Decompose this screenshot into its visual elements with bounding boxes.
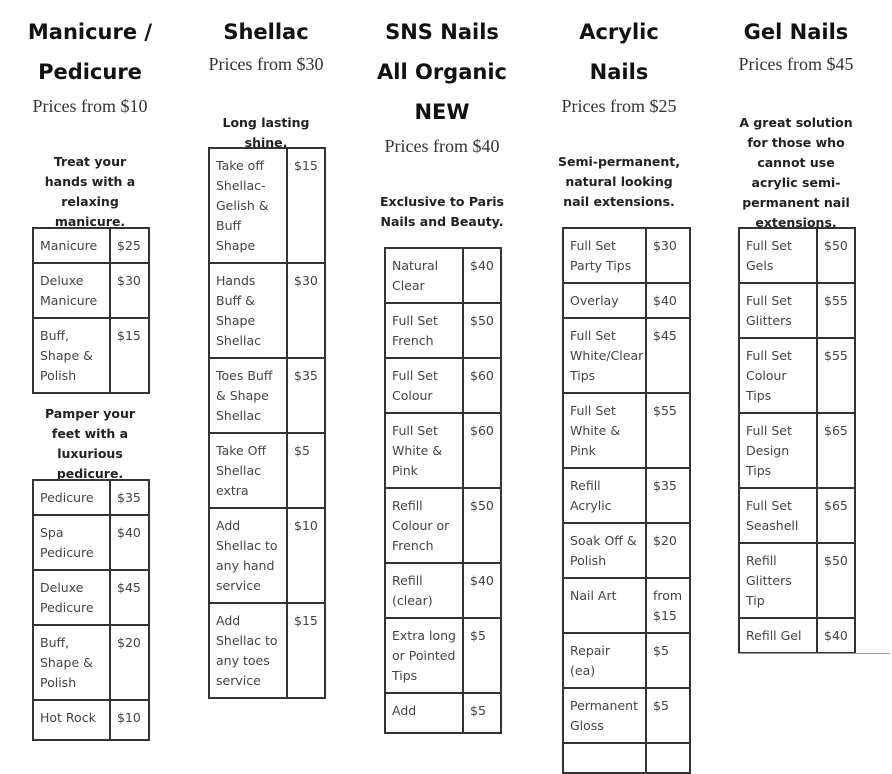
table-row — [33, 625, 149, 700]
service-price: $35 — [287, 358, 325, 433]
service-price: $40 — [463, 563, 501, 618]
section-description: Pamper your feet with a luxurious pedicure. — [44, 406, 136, 481]
table-row — [385, 693, 501, 733]
table-row — [33, 263, 149, 318]
service-name: Take Off Shellac extra — [209, 433, 287, 508]
table-row — [209, 358, 325, 433]
service-name: Spa Pedicure — [33, 515, 110, 570]
table-row — [209, 148, 325, 263]
table-row — [33, 318, 149, 393]
service-name: Refill Glitters Tip — [739, 543, 817, 618]
table-row — [385, 248, 501, 303]
service-name: Buff, Shape & Polish — [33, 625, 110, 700]
service-price: $5 — [463, 693, 501, 733]
service-name: Permanent Gloss — [563, 688, 646, 743]
service-name: Hot Rock — [33, 700, 110, 740]
table-row — [209, 508, 325, 603]
service-price: $50 — [817, 543, 855, 618]
service-price: $15 — [110, 318, 149, 393]
table-row — [739, 618, 855, 653]
service-name: Full Set Seashell — [739, 488, 817, 543]
service-price: $30 — [110, 263, 149, 318]
service-name: Full Set Colour — [385, 358, 463, 413]
table-row — [33, 515, 149, 570]
service-name: Add — [385, 693, 463, 733]
table-row — [209, 603, 325, 698]
service-name: Nail Art — [563, 578, 646, 633]
service-name: Overlay — [563, 283, 646, 318]
table-row — [563, 743, 690, 773]
service-price: $5 — [646, 633, 690, 688]
service-price: $60 — [463, 358, 501, 413]
service-price — [646, 743, 690, 773]
table-row — [209, 433, 325, 508]
section-description: Long lasting shine. — [222, 115, 310, 150]
service-name: Deluxe Pedicure — [33, 570, 110, 625]
price-from: Prices from $25 — [561, 96, 677, 116]
table-row — [385, 413, 501, 488]
service-price: $65 — [817, 488, 855, 543]
service-name: Soak Off & Polish — [563, 523, 646, 578]
table-row — [385, 358, 501, 413]
table-row — [385, 303, 501, 358]
service-name: Refill Acrylic — [563, 468, 646, 523]
service-name: Take off Shellac-Gelish & Buff Shape — [209, 148, 287, 263]
service-price: $55 — [646, 393, 690, 468]
table-row — [739, 543, 855, 618]
service-price: $15 — [287, 603, 325, 698]
price-table — [562, 227, 691, 774]
section-description: Treat your hands with a relaxing manicure. — [44, 154, 136, 229]
price-table — [738, 227, 856, 654]
service-name: Full Set White & Pink — [385, 413, 463, 488]
table-row — [33, 570, 149, 625]
service-name: Extra long or Pointed Tips — [385, 618, 463, 693]
service-name: Full Set White & Pink — [563, 393, 646, 468]
column-title: All Organic — [377, 60, 507, 84]
service-price: $25 — [110, 228, 149, 263]
table-row — [739, 413, 855, 488]
price-from: Prices from $40 — [384, 136, 500, 156]
service-price: $50 — [817, 228, 855, 283]
price-from: Prices from $10 — [32, 96, 148, 116]
price-from: Prices from $45 — [738, 54, 854, 74]
price-table — [32, 479, 150, 741]
service-name: Refill (clear) — [385, 563, 463, 618]
service-price: $35 — [646, 468, 690, 523]
column-title: NEW — [414, 100, 470, 124]
service-name: Repair (ea) — [563, 633, 646, 688]
service-name: Hands Buff & Shape Shellac — [209, 263, 287, 358]
service-price: $5 — [287, 433, 325, 508]
price-from: Prices from $30 — [208, 54, 324, 74]
service-price: from $15 — [646, 578, 690, 633]
column-title: Pedicure — [38, 60, 142, 84]
table-row — [739, 283, 855, 338]
table-row — [563, 523, 690, 578]
service-price: $10 — [287, 508, 325, 603]
table-row — [385, 488, 501, 563]
service-name: Deluxe Manicure — [33, 263, 110, 318]
service-name — [563, 743, 646, 773]
service-price: $55 — [817, 283, 855, 338]
service-price: $5 — [646, 688, 690, 743]
service-price: $35 — [110, 480, 149, 515]
service-price: $10 — [110, 700, 149, 740]
service-name: Full Set Design Tips — [739, 413, 817, 488]
service-name: Add Shellac to any toes service — [209, 603, 287, 698]
column-title: SNS Nails — [385, 20, 499, 44]
table-row — [563, 393, 690, 468]
service-price: $40 — [817, 618, 855, 653]
table-row — [563, 578, 690, 633]
service-price: $20 — [646, 523, 690, 578]
service-price: $40 — [463, 248, 501, 303]
service-name: Full Set Colour Tips — [739, 338, 817, 413]
service-name: Refill Colour or French — [385, 488, 463, 563]
table-row — [385, 563, 501, 618]
service-price: $40 — [646, 283, 690, 318]
service-price: $65 — [817, 413, 855, 488]
service-name: Add Shellac to any hand service — [209, 508, 287, 603]
service-name: Full Set White/Clear Tips — [563, 318, 646, 393]
price-table — [208, 147, 326, 699]
table-row — [563, 318, 690, 393]
column-title: Acrylic — [579, 20, 659, 44]
service-price: $30 — [646, 228, 690, 283]
divider — [738, 653, 890, 654]
service-name: Refill Gel — [739, 618, 817, 653]
table-row — [563, 468, 690, 523]
service-name: Buff, Shape & Polish — [33, 318, 110, 393]
service-price: $5 — [463, 618, 501, 693]
service-name: Natural Clear — [385, 248, 463, 303]
service-name: Full Set Party Tips — [563, 228, 646, 283]
service-name: Toes Buff & Shape Shellac — [209, 358, 287, 433]
table-row — [33, 480, 149, 515]
service-price: $50 — [463, 303, 501, 358]
table-row — [563, 283, 690, 318]
service-price: $60 — [463, 413, 501, 488]
table-row — [563, 228, 690, 283]
section-description: Semi-permanent, natural looking nail extensions. — [557, 154, 681, 209]
service-name: Full Set French — [385, 303, 463, 358]
column-title: Nails — [589, 60, 649, 84]
table-row — [385, 618, 501, 693]
price-table — [32, 227, 150, 394]
service-name: Pedicure — [33, 480, 110, 515]
column-title: Gel Nails — [743, 20, 849, 44]
service-price: $55 — [817, 338, 855, 413]
service-price: $50 — [463, 488, 501, 563]
service-price: $20 — [110, 625, 149, 700]
table-row — [33, 228, 149, 263]
service-price: $45 — [110, 570, 149, 625]
column-title: Manicure / — [27, 20, 153, 44]
section-description: A great solution for those who cannot use acrylic semi-permanent nail extensions. — [739, 115, 853, 230]
column-title: Shellac — [223, 20, 309, 44]
price-table — [384, 247, 502, 734]
service-price: $40 — [110, 515, 149, 570]
section-description: Exclusive to Paris Nails and Beauty. — [380, 194, 504, 229]
service-name: Full Set Glitters — [739, 283, 817, 338]
table-row — [563, 688, 690, 743]
service-name: Manicure — [33, 228, 110, 263]
table-row — [209, 263, 325, 358]
table-row — [739, 488, 855, 543]
service-price: $30 — [287, 263, 325, 358]
service-name: Full Set Gels — [739, 228, 817, 283]
table-row — [739, 228, 855, 283]
service-price: $45 — [646, 318, 690, 393]
service-price: $15 — [287, 148, 325, 263]
table-row — [739, 338, 855, 413]
table-row — [563, 633, 690, 688]
table-row — [33, 700, 149, 740]
